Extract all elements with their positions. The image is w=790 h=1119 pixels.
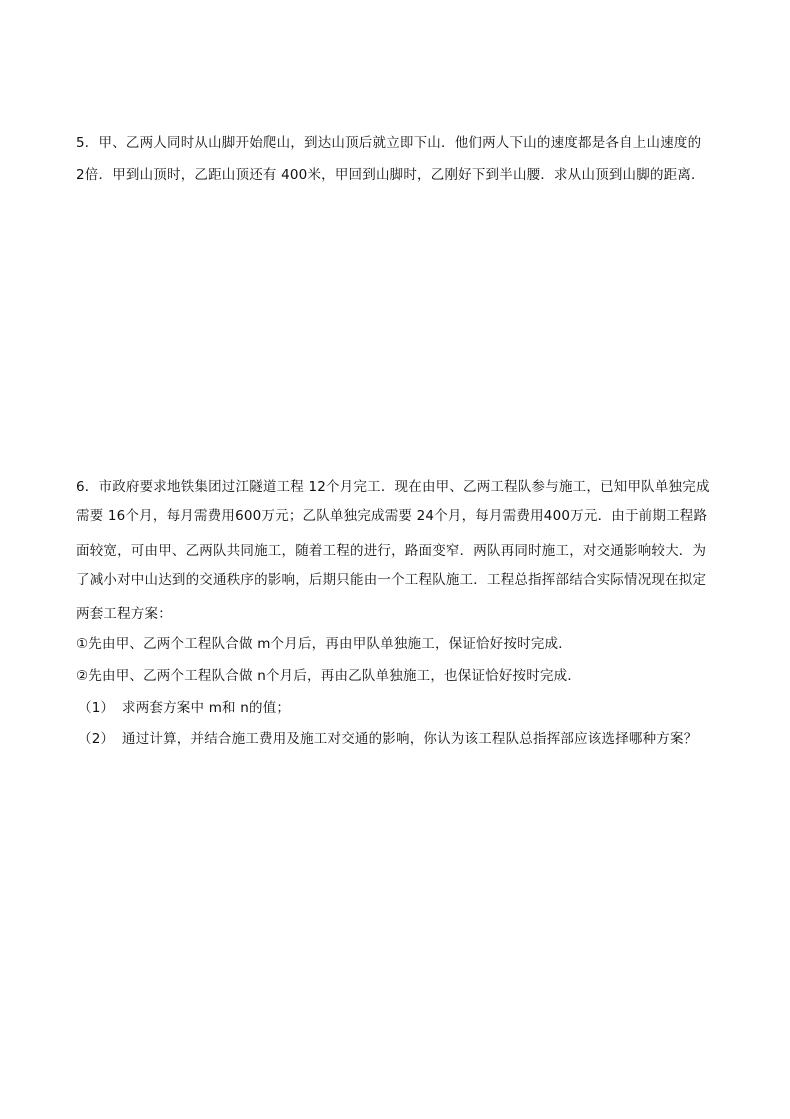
question-6-line-4: 了减小对中山达到的交通秩序的影响，后期只能由一个工程队施工．工程总指挥部结合实际情况现在拟定 (76, 572, 707, 588)
sub-question-1-number: （1） (78, 700, 115, 716)
question-6-line-5: 两套工程方案： (76, 606, 172, 622)
question-5-line-1: 5．甲、乙两人同时从山脚开始爬山，到达山顶后就立即下山．他们两人下山的速度都是各自上山速度的 (76, 135, 702, 151)
sub-question-1 (78, 698, 728, 718)
question-6-line-3: 面较宽，可由甲、乙两队共同施工，随着工程的进行，路面变窄．两队再同时施工，对交通影响较大．为 (76, 543, 707, 559)
sub-question-2 (78, 729, 728, 749)
question-6-line-1: 6．市政府要求地铁集团过江隧道工程 12个月完工．现在由甲、乙两工程队参与施工，已知甲队单独完成 (76, 479, 710, 495)
question-5-line-2: 2倍．甲到山顶时，乙距山顶还有 400米，甲回到山脚时，乙刚好下到半山腰．求从山顶到山脚的距离． (76, 167, 705, 183)
sub-question-2-number: （2） (78, 731, 115, 747)
plan-2: ②先由甲、乙两个工程队合做 n个月后，再由乙队单独施工，也保证恰好按时完成． (76, 668, 582, 684)
sub-question-2-text: 通过计算，并结合施工费用及施工对交通的影响，你认为该工程队总指挥部应该选择哪种方案？ (122, 731, 698, 747)
sub-question-1-text: 求两套方案中 m和 n的值； (122, 700, 291, 716)
question-6-line-2: 需要 16个月，每月需费用600万元；乙队单独完成需要 24个月，每月需费用400万元．由于前期工程路 (76, 508, 708, 524)
plan-1: ①先由甲、乙两个工程队合做 m个月后，再由甲队单独施工，保证恰好按时完成． (76, 636, 572, 652)
